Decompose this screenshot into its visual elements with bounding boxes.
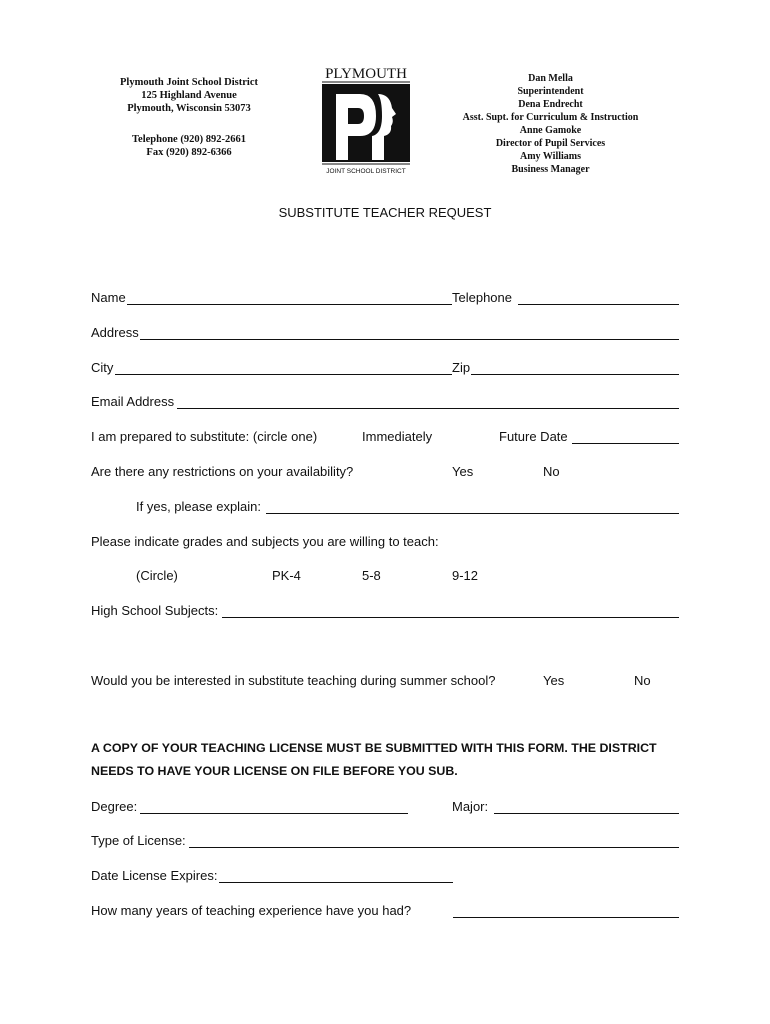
grade-pk4-option[interactable]: PK-4 — [272, 568, 301, 583]
administration-block — [448, 72, 653, 176]
future-date-field[interactable] — [572, 443, 679, 444]
license-type-field[interactable] — [189, 847, 679, 848]
major-field[interactable] — [494, 813, 679, 814]
logo-bottom-text: JOINT SCHOOL DISTRICT — [326, 168, 406, 174]
district-address-block — [105, 76, 273, 159]
license-notice-line2: NEEDS TO HAVE YOUR LICENSE ON FILE BEFORE YOU SUB. — [91, 764, 458, 778]
address-label: Address — [91, 325, 139, 340]
future-date-option[interactable]: Future Date — [499, 429, 568, 444]
address-field[interactable] — [140, 339, 679, 340]
admin-line: Superintendent — [517, 86, 584, 97]
district-logo — [320, 64, 412, 174]
restrictions-no-option[interactable]: No — [543, 464, 560, 479]
admin-line: Business Manager — [511, 164, 590, 175]
explain-label: If yes, please explain: — [136, 499, 262, 514]
telephone-label: Telephone — [452, 290, 512, 305]
admin-line: Dan Mella — [528, 73, 573, 84]
explain-field[interactable] — [266, 513, 679, 514]
telephone-field[interactable] — [518, 304, 679, 305]
major-label: Major: — [452, 799, 489, 814]
grades-label: Please indicate grades and subjects you are willing to teach: — [91, 534, 439, 549]
license-expires-field[interactable] — [219, 882, 453, 883]
grade-9-12-option[interactable]: 9-12 — [452, 568, 479, 583]
district-name: Plymouth Joint School District — [120, 77, 258, 88]
logo-top-text: PLYMOUTH — [325, 66, 407, 82]
city-field[interactable] — [115, 374, 452, 375]
hs-subjects-label: High School Subjects: — [91, 603, 219, 618]
license-notice-line1: A COPY OF YOUR TEACHING LICENSE MUST BE SUBMITTED WITH THIS FORM. THE DISTRICT — [91, 741, 657, 755]
admin-line: Director of Pupil Services — [495, 138, 606, 149]
degree-field[interactable] — [140, 813, 408, 814]
zip-label: Zip — [452, 360, 471, 375]
district-fax: Fax (920) 892-6366 — [146, 147, 232, 158]
email-field[interactable] — [177, 408, 679, 409]
admin-line: Asst. Supt. for Curriculum & Instruction — [462, 112, 639, 123]
district-city: Plymouth, Wisconsin 53073 — [127, 103, 251, 114]
logo-graphic — [320, 64, 412, 174]
restrictions-yes-option[interactable]: Yes — [452, 464, 474, 479]
prepared-label: I am prepared to substitute: (circle one) — [91, 429, 318, 444]
experience-label: How many years of teaching experience have you had? — [91, 903, 412, 918]
restrictions-label: Are there any restrictions on your availability? — [91, 464, 354, 479]
hs-subjects-field[interactable] — [222, 617, 679, 618]
admin-line: Dena Endrecht — [518, 99, 583, 110]
admin-line: Anne Gamoke — [519, 125, 582, 136]
summer-no-option[interactable]: No — [634, 673, 651, 688]
name-label: Name — [91, 290, 126, 305]
experience-field[interactable] — [453, 917, 679, 918]
degree-label: Degree: — [91, 799, 138, 814]
summer-yes-option[interactable]: Yes — [543, 673, 565, 688]
name-field[interactable] — [127, 304, 452, 305]
district-telephone: Telephone (920) 892-2661 — [132, 134, 246, 145]
email-label: Email Address — [91, 394, 175, 409]
grade-5-8-option[interactable]: 5-8 — [362, 568, 381, 583]
city-label: City — [91, 360, 114, 375]
license-expires-label: Date License Expires: — [91, 868, 218, 883]
immediately-option[interactable]: Immediately — [362, 429, 433, 444]
circle-instruction: (Circle) — [136, 568, 178, 583]
form-title: SUBSTITUTE TEACHER REQUEST — [278, 205, 492, 220]
district-street: 125 Highland Avenue — [141, 90, 237, 101]
summer-label: Would you be interested in substitute teaching during summer school? — [91, 673, 496, 688]
admin-line: Amy Williams — [519, 151, 582, 162]
license-type-label: Type of License: — [91, 833, 186, 848]
zip-field[interactable] — [471, 374, 679, 375]
